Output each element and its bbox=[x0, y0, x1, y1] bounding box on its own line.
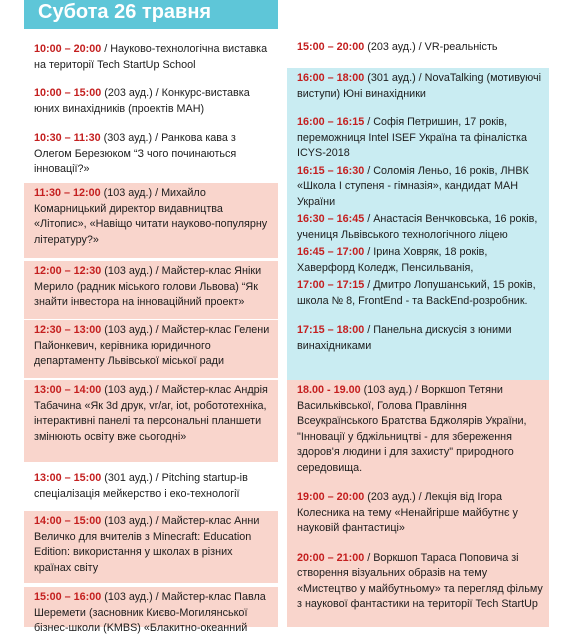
event-time: 16:00 – 16:15 bbox=[297, 116, 365, 128]
schedule-entry bbox=[34, 471, 272, 502]
schedule-entry bbox=[34, 383, 272, 445]
event-description: (203 ауд.) / Конкурс-виставка юних винахідників (проектів МАН) bbox=[34, 87, 250, 115]
schedule-block bbox=[24, 128, 278, 180]
event-time: 11:30 – 12:00 bbox=[34, 187, 101, 199]
schedule-entry bbox=[297, 551, 543, 613]
schedule-block bbox=[287, 112, 549, 380]
schedule-entry bbox=[297, 383, 543, 476]
schedule-entry bbox=[297, 115, 543, 162]
event-time: 13:00 – 14:00 bbox=[34, 384, 102, 396]
schedule-entry bbox=[297, 490, 543, 537]
event-description: (301 ауд.) / NovaTalking (мотивуючі виступи) Юні винахідники bbox=[297, 72, 542, 100]
schedule-block bbox=[24, 380, 278, 462]
schedule-entry bbox=[297, 212, 543, 243]
schedule-entry bbox=[34, 86, 272, 117]
schedule-entry bbox=[34, 590, 272, 637]
schedule-entry bbox=[297, 71, 543, 102]
schedule-entry bbox=[297, 164, 543, 211]
event-description: / Софія Петришин, 17 років, переможниця Intel ISEF Україна та фіналістка ICYS-2018 bbox=[297, 116, 527, 159]
event-time: 20:00 – 21:00 bbox=[297, 551, 365, 564]
event-description: (103 ауд.) / Михайло Комарницький директор видавництва «Літопис», «Навіщо читати науково-популярну літературу?» bbox=[34, 187, 268, 246]
event-time: 10:30 – 11:30 bbox=[34, 132, 101, 144]
event-description: / Анастасія Венчковська, 16 років, учениця Львівського технологічного ліцею bbox=[297, 213, 538, 241]
event-time: 13:00 – 15:00 bbox=[34, 472, 102, 484]
event-description: (103 ауд.) / Майстер-клас Анни Величко для вчителів з Minecraft: Education Edition: використання у школах в різних країнах світу bbox=[34, 515, 260, 574]
schedule-block bbox=[24, 320, 278, 378]
event-description: / Ірина Ховряк, 18 років, Хаверфорд Коледж, Пенсильванія, bbox=[297, 246, 488, 274]
schedule-entry bbox=[34, 131, 272, 178]
event-description: (103 ауд.) / Майстер-клас Яніки Мерило (радник міського голови Львова) “Як знайти інвестора на інноваційний проект» bbox=[34, 265, 262, 308]
event-time: 15:00 – 16:00 bbox=[34, 591, 102, 603]
event-time: 17:00 – 17:15 bbox=[297, 279, 365, 291]
schedule-entry bbox=[34, 323, 272, 370]
schedule-block bbox=[287, 68, 549, 112]
schedule-block bbox=[287, 380, 549, 627]
event-description: / Воркшоп Тараса Поповича зі створення візуальних образів на тему «Мистецтво у майбутньому» та перегляд фільму з наукової фантастики на території Tech StartUp bbox=[297, 551, 543, 610]
event-time: 16:15 – 16:30 bbox=[297, 164, 365, 177]
schedule-entry bbox=[297, 278, 543, 309]
schedule-block bbox=[24, 83, 278, 131]
event-description: (303 ауд.) / Ранкова кава з Олегом Березюком “З чого починаються інновації?» bbox=[34, 132, 237, 175]
event-time: 12:30 – 13:00 bbox=[34, 324, 102, 336]
schedule-block bbox=[24, 183, 278, 258]
event-time: 10:00 – 20:00 bbox=[34, 43, 102, 55]
schedule-entry bbox=[34, 186, 272, 248]
schedule-block bbox=[24, 587, 278, 634]
left-column bbox=[24, 0, 278, 634]
schedule-block bbox=[24, 39, 278, 87]
event-description: (103 ауд.) / Майстер-клас Павла Шеремети (засновник Києво-Могилянської бізнес-школи (KMBS) «Блакитно-океанний bbox=[34, 591, 266, 634]
event-description: / Науково-технологічна виставка на території Tech StartUp School bbox=[34, 43, 268, 71]
schedule-block bbox=[287, 37, 549, 65]
schedule-entry bbox=[34, 514, 272, 576]
event-time: 17:15 – 18:00 bbox=[297, 324, 365, 336]
schedule-entry bbox=[34, 264, 272, 311]
schedule-block bbox=[24, 511, 278, 583]
event-description: (103 ауд.) / Майстер-клас Андрія Табачина «Як 3d друк, vr/ar, iot, робототехніка, інтерактивні панелі та персональні планшети змінюють освіту вже сьогодні» bbox=[34, 384, 268, 443]
heading-spacer bbox=[287, 0, 549, 29]
event-description: / Дмитро Лопушанський, 15 років, школа № 8, FrontEnd - та BackEnd-розробник. bbox=[297, 279, 536, 307]
schedule-entry bbox=[297, 323, 543, 354]
event-description: (203 ауд.) / Лекція від Ігора Колесника на тему «Ненайгірше майбутнє у науковій фантастиці» bbox=[297, 491, 518, 534]
schedule-block bbox=[24, 261, 278, 319]
event-description: (301 ауд.) / Pitching startup-ів спеціалізація мейкерство і еко-технології bbox=[34, 472, 248, 500]
event-time: 16:45 – 17:00 bbox=[297, 246, 365, 258]
schedule-entry bbox=[34, 42, 272, 73]
event-description: / Соломія Леньо, 16 років, ЛНВК «Школа I ступеня - гімназія», кандидат МАН України bbox=[297, 164, 529, 208]
schedule-entry bbox=[297, 40, 543, 56]
event-description: (203 ауд.) / VR-реальність bbox=[364, 41, 498, 53]
event-time: 19:00 – 20:00 bbox=[297, 491, 365, 503]
event-time: 15:00 – 20:00 bbox=[297, 41, 365, 53]
event-time: 16:00 – 18:00 bbox=[297, 72, 365, 84]
right-column bbox=[287, 0, 549, 627]
event-time: 18.00 - 19.00 bbox=[297, 384, 361, 396]
event-description: / Панельна дискусія з юними винахідниками bbox=[297, 324, 512, 352]
schedule-block bbox=[24, 468, 278, 508]
day-heading: Субота 26 травня bbox=[24, 0, 278, 29]
event-time: 10:00 – 15:00 bbox=[34, 87, 102, 99]
event-description: (103 ауд.) / Майстер-клас Гелени Пайонкевич, керівника юридичного департаменту Львівської міської ради bbox=[34, 324, 270, 367]
event-time: 12:00 – 12:30 bbox=[34, 265, 102, 277]
event-time: 14:00 – 15:00 bbox=[34, 515, 102, 527]
event-time: 16:30 – 16:45 bbox=[297, 213, 365, 225]
schedule-entry bbox=[297, 245, 543, 276]
event-description: (103 ауд.) / Воркшоп Тетяни Васильківської, Голова Правління Всеукраїнського Братства Бджолярів України, "Інновації у бджільництві - для збереження здоров'я людини і для захисту" природного середовища. bbox=[297, 384, 527, 474]
